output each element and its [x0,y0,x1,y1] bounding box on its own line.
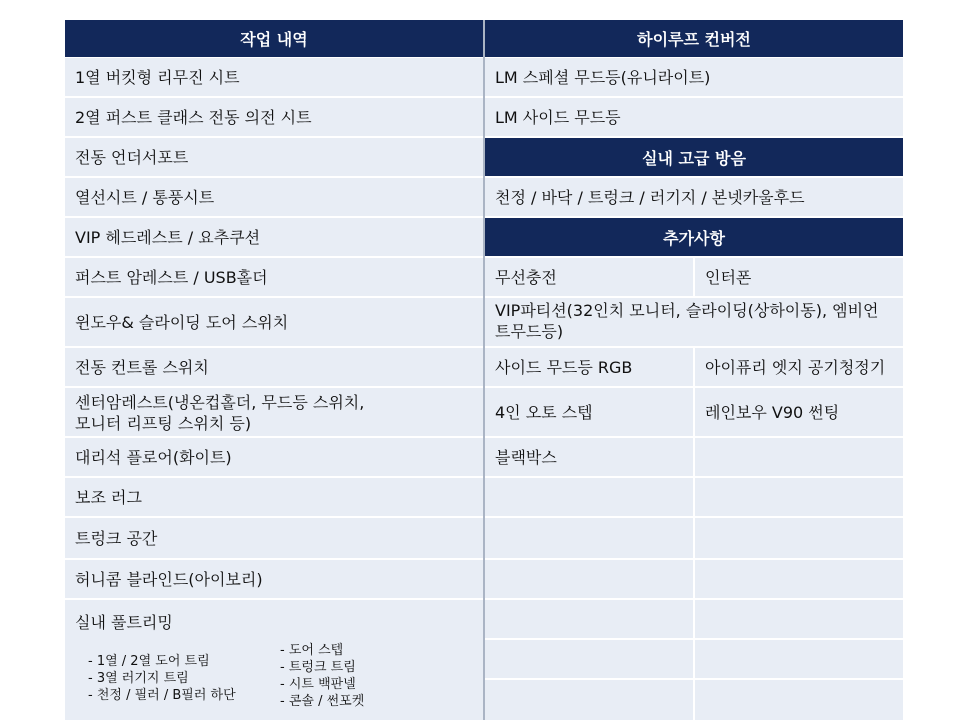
extras-wireless-charging: 무선충전 [485,258,693,296]
extras-blackbox: 블랙박스 [485,438,693,476]
extras-vip-partition [485,298,903,346]
extras-empty [695,600,903,638]
work-row-6: 퍼스트 암레스트 / USB홀더 [65,258,483,296]
column-divider [483,20,485,720]
work-row-12: 트렁크 공간 [65,518,483,558]
highroof-header: 하이루프 컨버전 [485,20,903,57]
work-row-9 [65,388,483,436]
work-row-10: 대리석 플로어(화이트) [65,438,483,476]
work-row-1: 1열 버킷형 리무진 시트 [65,58,483,96]
work-row-8: 전동 컨트롤 스위치 [65,348,483,386]
work-row-9-line-2: 모니터 리프팅 스위치 등) [75,414,252,433]
trimming-item: - 트렁크 트림 [280,660,356,675]
extras-rainbow-tint: 레인보우 V90 썬팅 [695,388,903,436]
trimming-item: - 1열 / 2열 도어 트림 [88,654,210,669]
full-trimming-title: 실내 풀트리밍 [75,613,173,632]
vip-partition-line-1: VIP파티션(32인치 모니터, 슬라이딩(상하이동), 엠비언 [495,301,879,320]
extras-empty [695,438,903,476]
work-row-11: 보조 러그 [65,478,483,516]
extras-empty [695,478,903,516]
extras-empty [695,518,903,558]
extras-empty [485,680,693,720]
soundproof-row: 천정 / 바닥 / 트렁크 / 러기지 / 본넷카울후드 [485,178,903,216]
extras-empty [485,600,693,638]
work-row-4: 열선시트 / 통풍시트 [65,178,483,216]
work-history-header: 작업 내역 [65,20,483,57]
highroof-row-1: LM 스페셜 무드등(유니라이트) [485,58,903,96]
trimming-item: - 도어 스텝 [280,643,344,658]
extras-side-mood-rgb: 사이드 무드등 RGB [485,348,693,386]
extras-header: 추가사항 [485,218,903,256]
trimming-item: - 시트 백판넬 [280,677,356,692]
work-row-9-line-1: 센터암레스트(냉온컵홀더, 무드등 스위치, [75,393,365,412]
extras-empty [485,478,693,516]
extras-ionizer: 아이퓨리 엣지 공기청정기 [695,348,903,386]
extras-empty [695,680,903,720]
extras-empty [695,560,903,598]
extras-empty [485,518,693,558]
highroof-row-2: LM 사이드 무드등 [485,98,903,136]
work-row-5: VIP 헤드레스트 / 요추쿠션 [65,218,483,256]
work-row-7: 윈도우& 슬라이딩 도어 스위치 [65,298,483,346]
work-row-2: 2열 퍼스트 클래스 전동 의전 시트 [65,98,483,136]
extras-intercom: 인터폰 [695,258,903,296]
soundproof-header: 실내 고급 방음 [485,138,903,176]
trimming-item: - 콘솔 / 썬포켓 [280,694,365,709]
extras-empty [485,560,693,598]
work-row-3: 전동 언더서포트 [65,138,483,176]
extras-empty [695,640,903,678]
extras-auto-step: 4인 오토 스텝 [485,388,693,436]
vip-partition-line-2: 트무드등) [495,322,564,341]
trimming-item: - 3열 러기지 트림 [88,671,189,686]
trimming-item: - 천정 / 필러 / B필러 하단 [88,688,236,703]
extras-empty [485,640,693,678]
work-row-13: 허니콤 블라인드(아이보리) [65,560,483,598]
